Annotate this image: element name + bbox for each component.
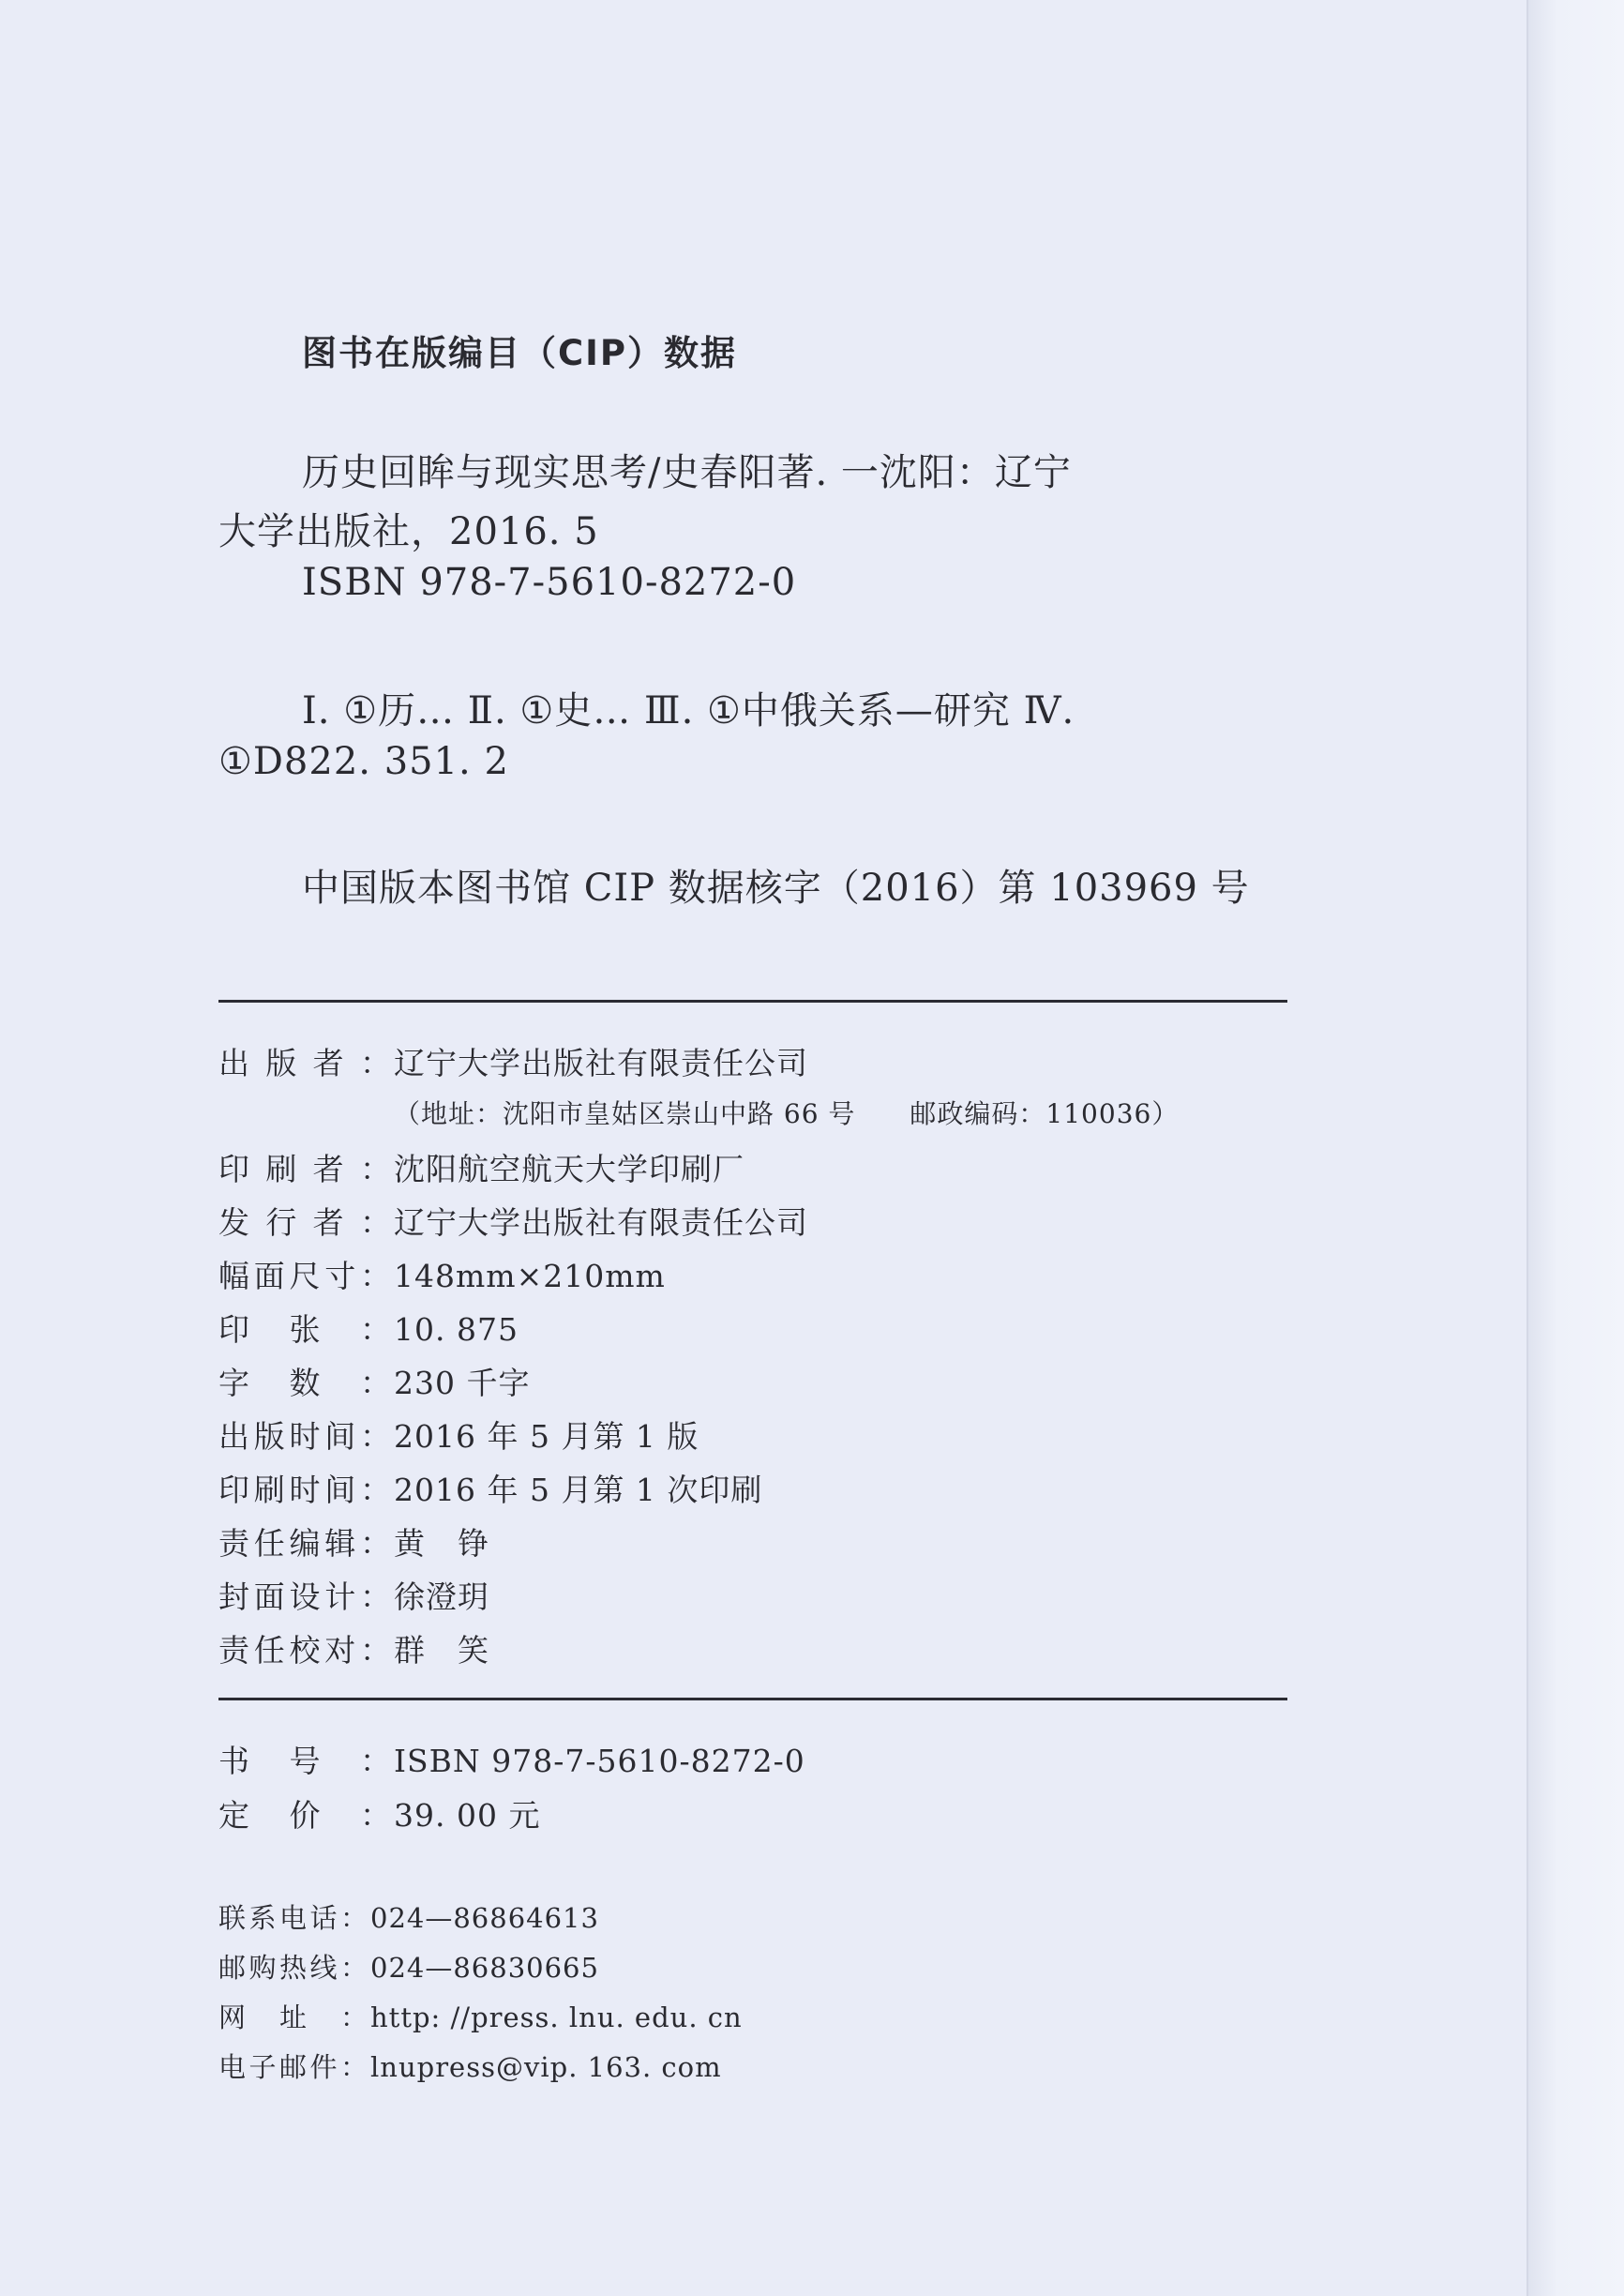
detail-value: 辽宁大学出版社有限责任公司 (394, 1045, 808, 1081)
contact-label: 网址： (218, 2001, 368, 2033)
detail-label: 字数： (218, 1365, 392, 1401)
cip-verification: 中国版本图书馆 CIP 数据核字（2016）第 103969 号 (302, 867, 1250, 910)
detail-publish-date (218, 1412, 699, 1457)
detail-format (218, 1252, 666, 1296)
cip-classification-line1: Ⅰ. ①历… Ⅱ. ①史… Ⅲ. ①中俄关系—研究 Ⅳ. (302, 689, 1075, 733)
detail-cover-design (218, 1573, 489, 1617)
detail-value: 230 千字 (394, 1365, 531, 1401)
contact-email (218, 2047, 722, 2085)
detail-value: 10. 875 (394, 1311, 519, 1348)
detail-label: 印刷时间： (218, 1472, 392, 1508)
book-label: 定价： (218, 1797, 392, 1834)
publisher-address: （地址：沈阳市皇姑区崇山中路 66 号 邮政编码：110036） (394, 1098, 1180, 1129)
book-value: ISBN 978-7-5610-8272-0 (394, 1743, 805, 1779)
detail-word-count (218, 1359, 530, 1403)
book-label: 书号： (218, 1743, 392, 1779)
detail-label: 发行者： (218, 1204, 392, 1241)
detail-label: 责任编辑： (218, 1525, 392, 1562)
detail-printer (218, 1145, 744, 1189)
cip-isbn: ISBN 978-7-5610-8272-0 (302, 561, 797, 604)
contact-value: lnupress@vip. 163. com (370, 2051, 722, 2083)
detail-print-date (218, 1466, 762, 1510)
contact-website (218, 1997, 743, 2035)
divider-bottom (218, 1698, 1287, 1700)
detail-label: 出版时间： (218, 1418, 392, 1455)
cip-heading: 图书在版编目（CIP）数据 (302, 333, 738, 373)
contact-value: 024—86830665 (370, 1952, 599, 1984)
detail-label: 幅面尺寸： (218, 1258, 392, 1294)
contact-value: http: //press. lnu. edu. cn (370, 2001, 743, 2033)
contact-value: 024—86864613 (370, 1902, 599, 1934)
divider-top (218, 1000, 1287, 1003)
detail-proofreader (218, 1626, 489, 1670)
book-price (218, 1791, 540, 1835)
page-edge (1526, 0, 1624, 2296)
book-number (218, 1737, 805, 1781)
detail-value: 2016 年 5 月第 1 次印刷 (394, 1472, 763, 1508)
detail-label: 印刷者： (218, 1151, 392, 1187)
detail-value: 黄 铮 (394, 1525, 489, 1562)
detail-value: 沈阳航空航天大学印刷厂 (394, 1151, 744, 1187)
detail-sheets (218, 1306, 519, 1350)
cip-title-line1: 历史回眸与现实思考/史春阳著. 一沈阳：辽宁 (302, 451, 1072, 494)
detail-value: 148mm×210mm (394, 1258, 666, 1294)
cip-classification-line2: ①D822. 351. 2 (218, 740, 509, 783)
detail-value: 群 笑 (394, 1632, 489, 1669)
detail-publisher (218, 1039, 808, 1083)
detail-label: 印张： (218, 1311, 392, 1348)
detail-value: 徐澄玥 (394, 1578, 489, 1615)
cip-title-line2: 大学出版社，2016. 5 (218, 510, 599, 553)
detail-label: 责任校对： (218, 1632, 392, 1669)
detail-label: 出版者： (218, 1045, 392, 1081)
detail-value: 辽宁大学出版社有限责任公司 (394, 1204, 808, 1241)
detail-distributor (218, 1199, 808, 1243)
book-value: 39. 00 元 (394, 1797, 541, 1834)
detail-value: 2016 年 5 月第 1 版 (394, 1418, 699, 1455)
contact-phone (218, 1897, 599, 1936)
contact-label: 邮购热线： (218, 1952, 368, 1984)
detail-editor (218, 1519, 489, 1563)
contact-label: 电子邮件： (218, 2051, 368, 2083)
contact-label: 联系电话： (218, 1902, 368, 1934)
contact-mail-order (218, 1947, 599, 1986)
detail-label: 封面设计： (218, 1578, 392, 1615)
